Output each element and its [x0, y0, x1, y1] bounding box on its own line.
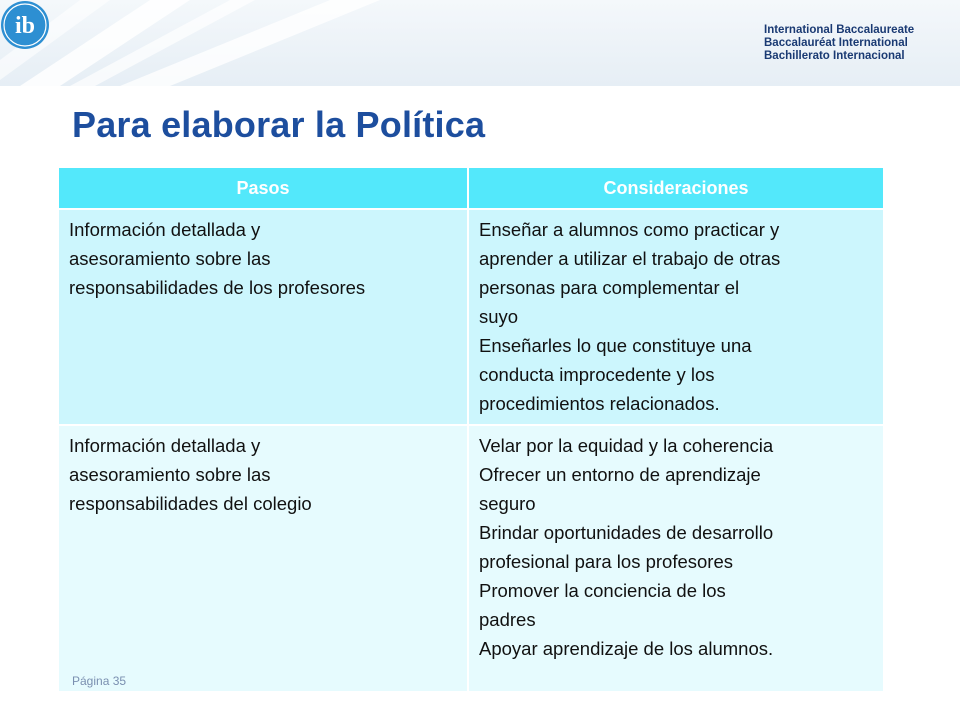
policy-table-container	[57, 166, 883, 691]
logo-line-en: International Baccalaureate	[764, 24, 915, 36]
consideration-text-line: Apoyar aprendizaje de los alumnos.	[479, 638, 774, 659]
step-cell	[58, 425, 468, 691]
step-text-line: asesoramiento sobre las	[69, 248, 271, 269]
consideration-text-line: Velar por la equidad y la coherencia	[479, 435, 774, 456]
step-text-line: asesoramiento sobre las	[69, 464, 271, 485]
consideration-text-line: Promover la conciencia de los	[479, 580, 726, 601]
consideration-text-line: Brindar oportunidades de desarrollo	[479, 522, 774, 543]
step-text-line: Información detallada y	[69, 435, 261, 456]
consideration-text-line: profesional para los profesores	[479, 551, 734, 572]
consideration-text-line: Ofrecer un entorno de aprendizaje	[479, 464, 761, 485]
ib-logo-icon	[0, 0, 50, 50]
policy-table	[57, 166, 885, 691]
step-cell	[58, 209, 468, 425]
step-text-line: Información detallada y	[69, 219, 261, 240]
considerations-cell	[468, 209, 884, 425]
table-row	[58, 209, 884, 425]
consideration-text-line: personas para complementar el	[479, 277, 740, 298]
table-header-row	[58, 167, 884, 209]
column-header-considerations: Consideraciones	[468, 167, 884, 209]
step-text-line: responsabilidades de los profesores	[69, 277, 366, 298]
step-text-line: responsabilidades del colegio	[69, 493, 312, 514]
logo-line-es: Bachillerato Internacional	[764, 50, 905, 62]
consideration-text-line: conducta improcedente y los	[479, 364, 715, 385]
logo-line-fr: Baccalauréat International	[764, 37, 908, 49]
logo-letters: ib	[14, 13, 36, 39]
slide-title: Para elaborar la Política	[72, 104, 486, 145]
consideration-text-line: suyo	[479, 306, 519, 327]
consideration-text-line: seguro	[479, 493, 536, 514]
page-number: Página 35	[72, 674, 127, 688]
column-header-steps: Pasos	[58, 167, 468, 209]
consideration-text-line: padres	[479, 609, 536, 630]
consideration-text-line: Enseñarles lo que constituye una	[479, 335, 752, 356]
table-row	[58, 425, 884, 691]
logo-wordmark	[764, 24, 914, 63]
header-banner	[0, 0, 960, 86]
considerations-cell	[468, 425, 884, 691]
consideration-text-line: Enseñar a alumnos como practicar y	[479, 219, 780, 240]
consideration-text-line: aprender a utilizar el trabajo de otras	[479, 248, 781, 269]
consideration-text-line: procedimientos relacionados.	[479, 393, 720, 414]
